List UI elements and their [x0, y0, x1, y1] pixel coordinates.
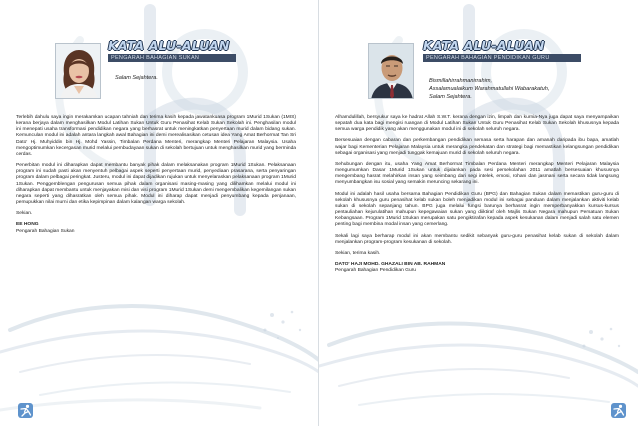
sports-figure-icon	[611, 403, 626, 418]
director-portrait-photo	[55, 43, 101, 99]
left-heading-title: KATA ALU-ALUAN	[108, 38, 230, 53]
right-paragraph-4: Modul ini adalah hasil usaha bersama Bahagian Pendidikan Guru (BPG) dan Bahagian Sukan dalam memastikan guru-guru di sekolah khususnya guru penasihat kelab sukan boleh menjadikan modul ini sebagai panduan dalam menjalankan aktiviti kelab sukan di sekolah sepanjang tahun. BPG juga melalui fungsi barunya berhasrat ingin memperbanyakkan kursus-kursus pentauliahan kejurulatihan mahupun kepegawaian sukan yang diiktiraf oleh Majlis Sukan Negara mahupun Persatuan Sukan Kebangsaan. Program 1Murid 1Sukan merupakan satu pengiktirafan kepada aspek kesukanan dalam menjadi salah satu elemen penting bagi membina modal insan yang cemerlang.	[335, 191, 619, 228]
left-heading-subtitle: PENGARAH BAHAGIAN SUKAN	[108, 54, 236, 62]
right-heading-title: KATA ALU-ALUAN	[423, 38, 545, 53]
left-paragraph-1: Terlebih dahulu saya ingin merakamkan ucapan tahniah dan terima kasih kepada jawatankuasa program 1Murid 1Sukan (1MIS) kerana berjaya dalam menghasilkan Modul Latihan Sukan Untuk Guru Penasihat Kelab Sukan Sekolah ini. Penghasilan modul ini menepati usaha transformasi pendidikan negara yang berhasrat untuk meningkatkan penyertaan murid dalam bidang sukan. Kemunculan modul ini adalah antara langkah awal Bahagian ini demi merealisasikan cetusan idea Yang Amat Berhormat Tan Sri Dato' Hj. Muhyiddin bin Hj. Mohd Yassin, Timbalan Perdana Menteri, merangkap Menteri Pelajaran Malaysia. Usaha mengoptimumkan kecergasan murid melalui pembudayaan sukan di sekolah bertujuan untuk menghasilkan murid yang berminda cerdas.	[16, 115, 297, 157]
right-paragraph-2: Bersesuaian dengan cabaran dan perkembangan pendidikan semasa serta harapan dan amanah daripada ibu bapa, amatlah wajar bagi Kementerian Pelajaran Malaysia untuk merangka pendekatan dan strategi bagi memastikan kelangsungan pendidikan sebagai organisasi yang menjadi tunggak kemajuan murid di sekolah seluruh negara.	[335, 138, 619, 156]
left-closing: Sekian.	[16, 211, 33, 217]
left-signature-name: EE HONG	[16, 222, 39, 228]
sports-figure-icon	[18, 403, 33, 418]
right-signature-name: DATO' HAJI MOHD. GHAZALI BIN AB. RAHMAN	[335, 261, 446, 267]
right-greeting	[429, 77, 549, 101]
left-signature-title: Pengarah Bahagian Sukan	[16, 228, 75, 234]
right-page	[319, 0, 638, 426]
right-heading	[423, 39, 581, 63]
right-heading-subtitle: PENGARAH BAHAGIAN PENDIDIKAN GURU	[423, 54, 581, 62]
director-portrait-photo	[368, 43, 414, 99]
right-closing: Sekian, terima kasih.	[335, 250, 381, 256]
right-paragraph-5: Sekali lagi saya berharap modul ini akan membantu sedikit sebanyak guru-guru penasihat kelab sukan di sekolah dalam menjalankan program-program kesukanan di sekolah.	[335, 233, 619, 245]
right-paragraph-1: Alhamdulillah, bersyukur saya ke hadrat Allah S.W.T. kerana dengan izin, limpah dan kurnia-Nya juga dapat saya menyampaikan sepatah dua kata bagi mengisi ruangan di Modul Latihan Sukan Untuk Guru Penasihat Kelab Sukan Sekolah khususnya kepada semua warga pendidik yang akan menggunakan modul ini di sekolah seluruh negara.	[335, 115, 619, 133]
greeting-line: Bismillahirrahmanirrahim,	[429, 78, 493, 84]
left-heading	[108, 39, 236, 63]
right-paragraph-3: Sehubungan dengan itu, usaha Yang Amat Berhormat Timbalan Perdana Menteri merangkap Menteri Pelajaran Malaysia mengumumkan Dasar 1Murid 1Sukan untuk dijalankan pada sesi persekolahan 2011 amatlah bersesuaian khususnya mengembang hasrat melahirkan insan yang seimbang dari segi intelek, emosi, rohani dan jasmani serta secara tidak langsung menyumbangkan isu sosial yang semakin meruncing sekarang ini.	[335, 161, 619, 186]
left-body	[16, 115, 296, 235]
greeting-line: Assalamualaikum Warahmatullahi Wabarakatuh,	[429, 86, 550, 92]
left-paragraph-2: Penerbitan modul ini diharapkan dapat membantu banyak pihak dalam melaksanakan program 1Murid 1Sukan. Pelaksanaan program ini sudah pasti akan menyentuh pelbagai aspek seperti penyertaan murid, penyediaan prasarana, serta penyaringan program dalam pelbagai peringkat. Justeru, modul ini dapat dijadikan rujukan untuk menyelaraskan pelaksanaan program 1Murid 1Sukan. Penggemblengan pengurusan semua pihak dalam organisasi masing-masing yang dilihamkan melalui modul ini diharapkan dapat membantu untuk menjayakan misi dan visi program 1Murid 1Sukan demi mengembalikan kegemilangan sukan negara seperti yang dihasratkan oleh semua pihak. Modul ini diharap dapat menjadi penyumbang kepada penjanaan, pemupukkan nilai murni dan etika kepimpinan dalam kalangan warga sekolah.	[16, 163, 296, 206]
greeting-line: Salam Sejahtera.	[429, 94, 472, 100]
left-greeting: Salam Sejahtera.	[115, 75, 158, 81]
right-signature-title: Pengarah Bahagian Pendidikan Guru	[335, 268, 417, 274]
right-body	[335, 115, 619, 274]
